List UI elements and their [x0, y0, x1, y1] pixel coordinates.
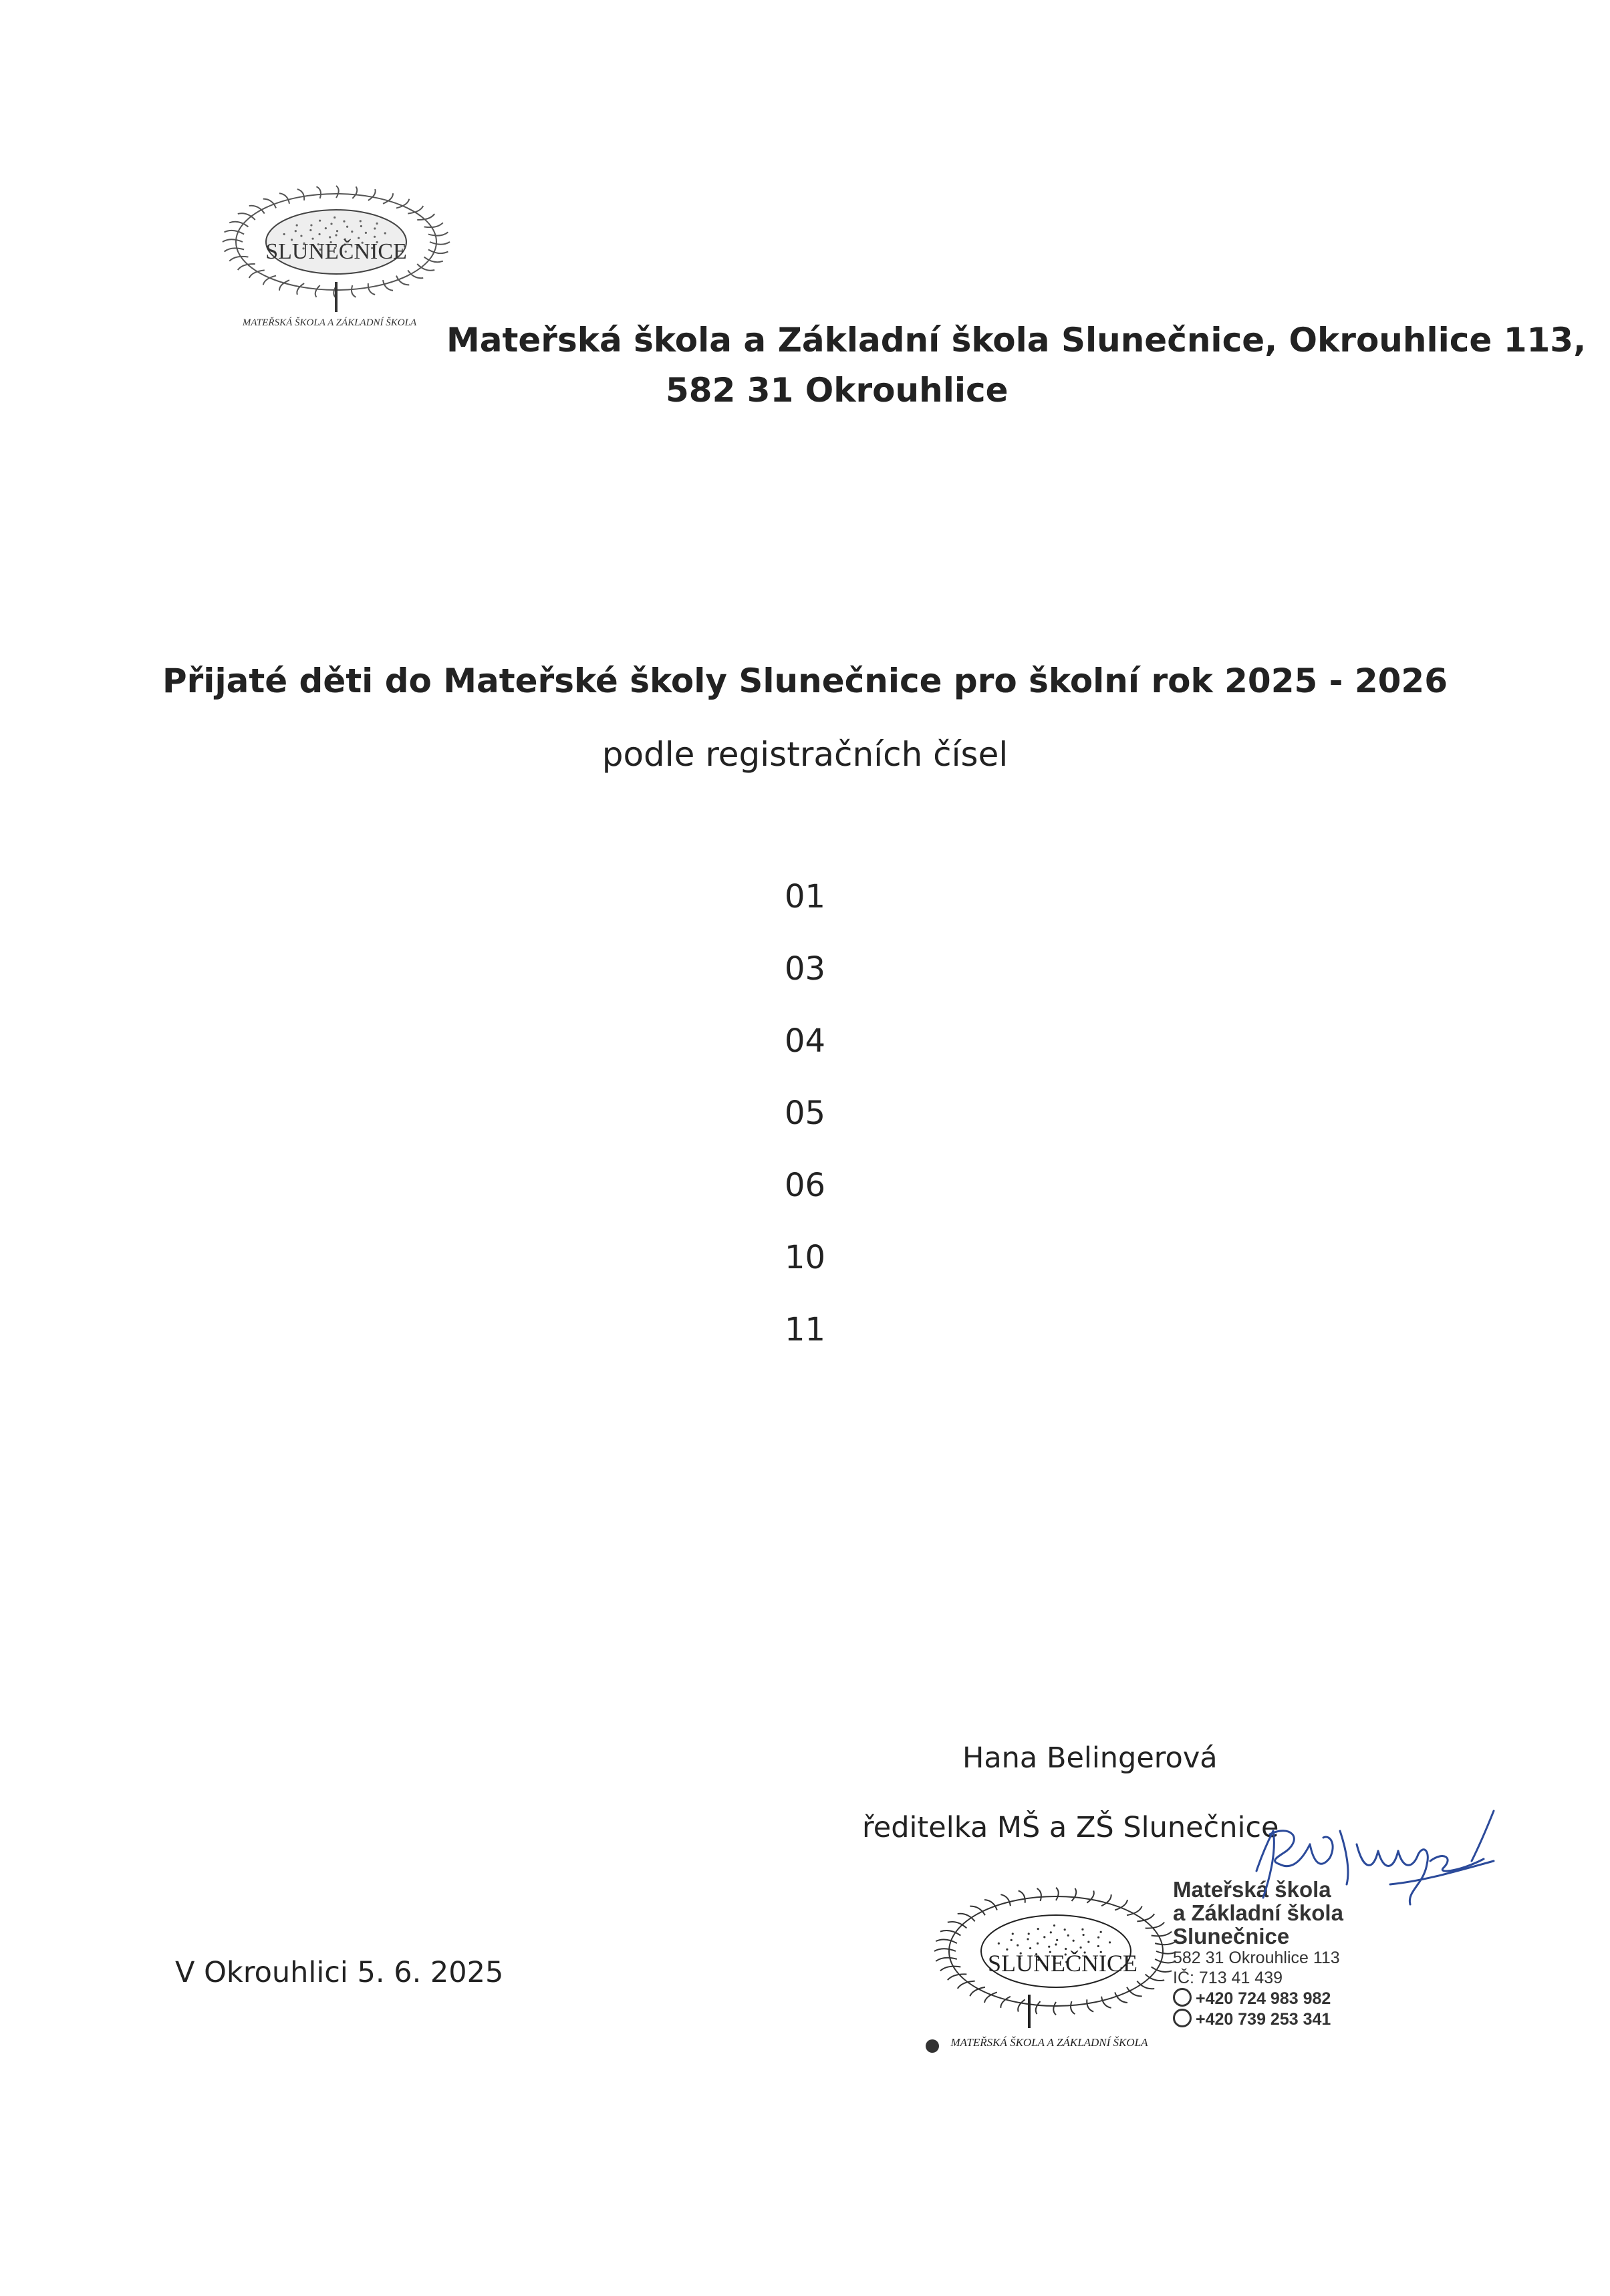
- document-title: Přijaté děti do Mateřské školy Slunečnice pro školní rok 2025 - 2026: [162, 662, 1448, 700]
- stamp-logo: [922, 1871, 1176, 2071]
- handwritten-signature: [1230, 1798, 1510, 1918]
- stamp-address: 582 31 Okrouhlice 113: [1173, 1949, 1340, 1967]
- stamp-phone2: +420 739 253 341: [1196, 2010, 1331, 2029]
- stamp-line3: Slunečnice: [1173, 1924, 1290, 1949]
- registration-number: 10: [784, 1239, 826, 1276]
- school-logo: [213, 175, 453, 349]
- phone-icon: [1173, 1988, 1192, 2007]
- registration-number: 05: [784, 1095, 826, 1132]
- org-name-line2: 582 31 Okrouhlice: [666, 371, 1009, 410]
- registration-number: 04: [784, 1022, 826, 1060]
- phone-icon: [1173, 2009, 1192, 2027]
- stamp-logo-caption: MATEŘSKÁ ŠKOLA A ZÁKLADNÍ ŠKOLA: [950, 2036, 1148, 2049]
- registration-number-list: [0, 877, 1610, 1382]
- document-subtitle: podle registračních čísel: [601, 735, 1009, 774]
- stamp-phone1: +420 724 983 982: [1196, 1989, 1331, 2008]
- stamp-line1: Mateřská škola: [1173, 1877, 1331, 1902]
- stamp-ic: IČ: 713 41 439: [1173, 1969, 1283, 1987]
- registration-number: 11: [784, 1311, 826, 1348]
- stamp-logo-text: SLUNEČNICE: [988, 1950, 1137, 1977]
- registration-number: 03: [784, 950, 826, 988]
- registration-number: 06: [784, 1167, 826, 1204]
- place-date: V Okrouhlici 5. 6. 2025: [175, 1956, 504, 1989]
- logo-caption: MATEŘSKÁ ŠKOLA A ZÁKLADNÍ ŠKOLA: [242, 317, 417, 328]
- stamp-line2: a Základní škola: [1173, 1900, 1343, 1925]
- signer-name: Hana Belingerová: [962, 1741, 1218, 1775]
- logo-text: SLUNEČNICE: [265, 239, 407, 264]
- registration-number: 01: [784, 878, 826, 915]
- signer-role: ředitelka MŠ a ZŠ Slunečnice: [862, 1811, 1279, 1844]
- org-name-line1: Mateřská škola a Základní škola Slunečnice, Okrouhlice 113,: [446, 321, 1587, 360]
